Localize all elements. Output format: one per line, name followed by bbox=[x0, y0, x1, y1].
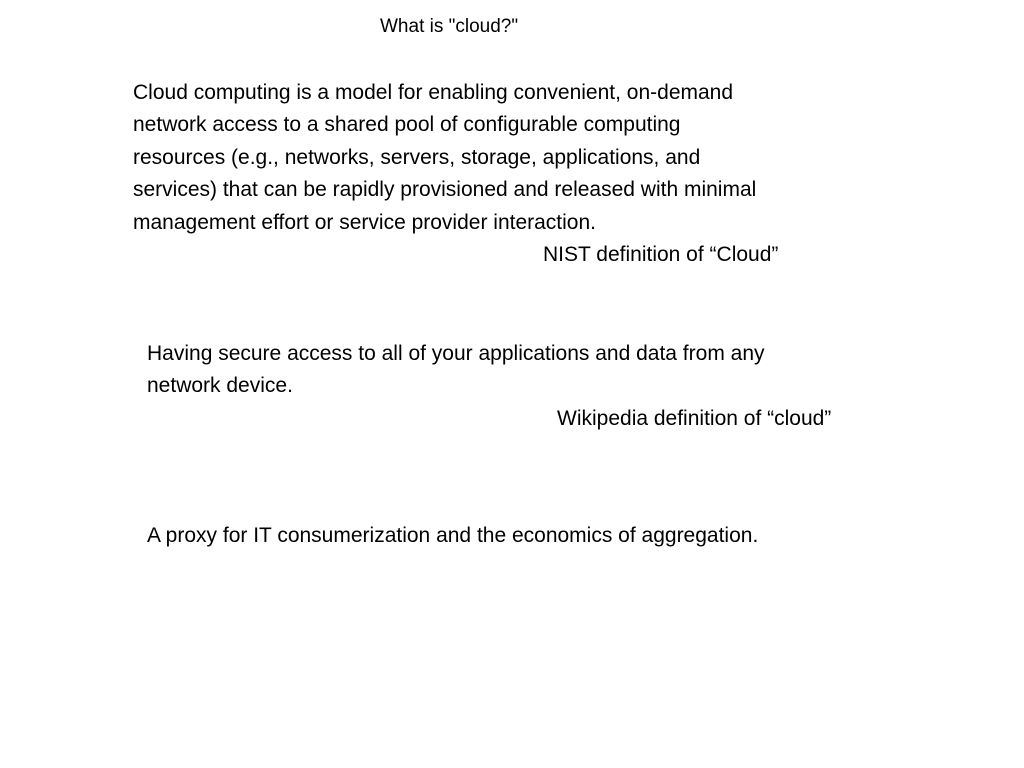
definition-line: management effort or service provider interaction. bbox=[133, 210, 597, 234]
definition-line: network access to a shared pool of configurable computing bbox=[133, 113, 681, 137]
definition-line: network device. bbox=[147, 374, 293, 398]
proxy-definition-text bbox=[147, 520, 758, 552]
wikipedia-attribution: Wikipedia definition of “cloud” bbox=[557, 407, 832, 430]
definition-line: services) that can be rapidly provisioned and released with minimal bbox=[133, 178, 757, 202]
slide-title: What is "cloud?" bbox=[380, 16, 519, 37]
nist-attribution: NIST definition of “Cloud” bbox=[543, 243, 779, 266]
definition-line: A proxy for IT consumerization and the economics of aggregation. bbox=[147, 524, 759, 547]
definition-line: Having secure access to all of your applications and data from any bbox=[147, 342, 765, 365]
nist-definition-text bbox=[133, 77, 756, 239]
wikipedia-definition-text bbox=[147, 338, 765, 403]
definition-line: Cloud computing is a model for enabling convenient, on-demand bbox=[133, 81, 734, 104]
definition-line: resources (e.g., networks, servers, storage, applications, and bbox=[133, 145, 701, 169]
